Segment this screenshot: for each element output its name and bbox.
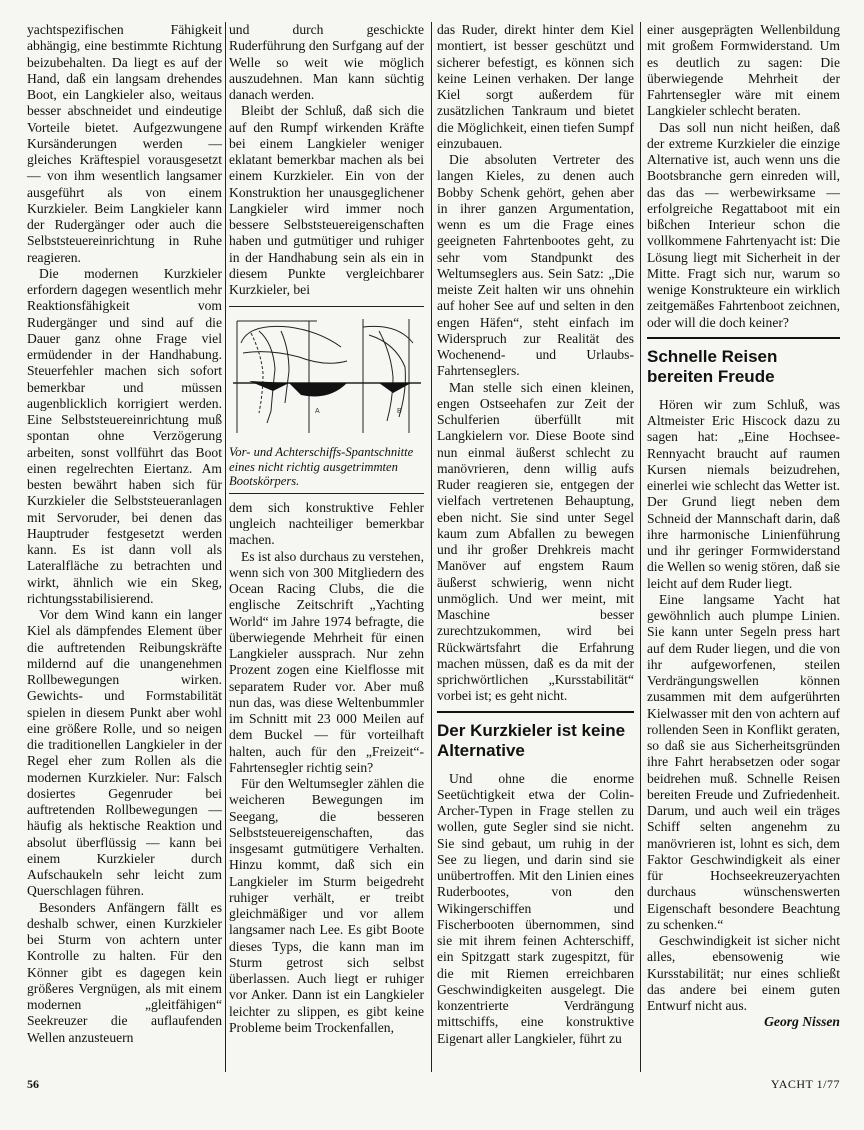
paragraph: Die absoluten Vertreter des langen Kieles, zu denen auch Bobby Schenk gehört, gehen aber in ihrer ganzen Argumentation, wenn es um die Frage eines geeigneten Fahrtenbootes geht, zu sehr vom Standpunkt des Weltumseglers aus. Sein Satz: „Die meiste Zeit halten wir uns ohnehin auf hoher See auf und selten in den engen Häfen“, steht einfach im Widerspruch zur Realität des Wochenend- und Urlaubs-Fahrtenseglers. <box>437 152 634 379</box>
paragraph: Eine langsame Yacht hat gewöhnlich auch plumpe Linien. Sie kann unter Segeln press hart auf dem Ruder liegen, und die von ihr aufgeworfenen, steilen Verdrängungswellen können zusammen mit dem aufgerührten Kielwasser mit den von achtern auf rollenden Seen in Konflikt geraten, so daß sie aus Sicherheitsgründen ihre Fahrt herabsetzen oder sogar beidrehen muß. Schnelle Reisen bereiten Freude und Zufriedenheit. Darum, und auch weil ein träges Schiff selten angenehm zu manövrieren ist, lohnt es sich, dem Faktor Geschwindigkeit als einer für Hochseekreuzeryachten durchaus wünschenswerten Eigenschaft besondere Beachtung zu schenken.“ <box>647 591 840 932</box>
paragraph: yachtspezifischen Fähigkeit abhängig, eine bestimmte Richtung beizubehalten. Da liegt es auf der Hand, daß ein langsam drehendes Boot, ein Langkieler also, weitaus besser abschneidet und eindeutige Vorteile bietet. Aufgezwungene Kursänderungen werden — gleiches Kräftespiel vorausgesetzt — von ihm wesentlich langsamer ausgeführt als von einem Kurzkieler. Beim Langkieler kann der Rudergänger oder auch die Selbststeuereinrichtung in Ruhe reagieren. <box>27 22 222 265</box>
column-4 <box>647 22 840 1031</box>
figure-label-a: A <box>315 408 320 416</box>
column-2 <box>229 22 424 1036</box>
author-byline: Georg Nissen <box>764 1014 840 1030</box>
hull-sections-drawing <box>229 313 424 441</box>
paragraph: dem sich konstruktive Fehler ungleich nachteiliger bemerkbar machen. <box>229 499 424 548</box>
hull-sections-figure <box>229 306 424 494</box>
section-heading: Schnelle Reisen bereiten Freude <box>647 337 840 387</box>
paragraph: Für den Weltumsegler zählen die weicheren Bewegungen im Seegang, die besseren Selbststeuereigenschaften, das insgesamt gutmütigere Verhalten. Hinzu kommt, daß sich ein Langkieler im Sturm beigedreht ruhiger verhält, er treibt gleichmäßiger und vor allem langsamer nach Lee. Es gibt Boote dieses Typs, die kann man im Sturm getrost sich selbst überlassen. Auch liegt er ruhiger vor Anker. Dann ist ein Langkieler leichter zu slippen, es gibt keine Probleme beim Trockenfallen, <box>229 776 424 1035</box>
paragraph: Das soll nun nicht heißen, daß der extreme Kurzkieler die einzige Alternative ist, auch wenn uns die Bootsbranche gern einreden will, das das — werbewirksame — erfolgreiche Regattaboot mit ein bißchen Interieur schon die vollkommene Fahrtenyacht ist: Die Lösung liegt mit Sicherheit in der Mitte. Fragt sich nur, warum so wenige Konstrukteure ein wirklich zeitgemäßes Fahrtenboot zeichnen, oder will die doch keiner? <box>647 119 840 330</box>
column-3 <box>437 22 634 1047</box>
paragraph: Man stelle sich einen kleinen, engen Ostseehafen zur Zeit der Schulferien überfüllt mit Langkielern vor. Diese Boote sind nun einmal äußerst schlecht zu manövrieren, denn willig aufs Ruder reagieren sie, entgegen der vielfach vertretenen Behauptung, eben nicht. Sie sind unter Segel kaum zum Abfallen zu bewegen und ihr großer Drehkreis macht Manöver auf engstem Raum äußerst schwierig, wenn nicht unmöglich. Und wer meint, mit Maschine besser zurechtzukommen, wird bei Rückwärtsfahrt die Erfahrung machen müssen, daß es da mit der sprichwörtlichen „Kursstabilität“ vorbei ist; es geht nicht. <box>437 379 634 704</box>
paragraph: Geschwindigkeit ist sicher nicht alles, ebensowenig wie Kursstabilität; nur eines schließt das andere bei einem guten Entwurf nicht aus. <box>647 933 840 1013</box>
paragraph: einer ausgeprägten Wellenbildung mit großem Formwiderstand. Um es deutlich zu sagen: Die überwiegende Mehrheit der Fahrtensegler wäre mit einem Langkieler schlecht beraten. <box>647 22 840 119</box>
paragraph: das Ruder, direkt hinter dem Kiel montiert, ist besser geschützt und sicherer befestigt, es können sich keine Leinen verhaken. Der lange Kiel sorgt außerdem für zusätzlichen Tankraum und bietet die Möglichkeit, einen tiefen Sumpf einzubauen. <box>437 22 634 151</box>
paragraph: Vor dem Wind kann ein langer Kiel als dämpfendes Element über die auftretenden Reibungskräfte mildernd auf die unangenehmen Rollbewegungen wirken. Gewichts- und Formstabilität spielen in diesem Punkt aber wohl eine größere Rolle, und so neigen die traditionellen Langkieler in der Regel eher zum Rollen als die modernen Kurzkieler. Nur: Falsch dosiertes Gegenruder bei auftretenden Rollbewegungen — häufig als hektische Reaktion und absolut überflüssig — kann bei einem Kurzkieler durch Aufschaukeln sehr leicht zum Querschlagen führen. <box>27 607 222 899</box>
paragraph: Hören wir zum Schluß, was Altmeister Eric Hiscock dazu zu sagen hat: „Eine Hochsee-Rennyacht braucht auf raumen Kursen niemals beizudrehen, einerlei wie schlecht das Wetter ist. Der Grund liegt neben dem Schneid der Mannschaft darin, daß ihre harmonische Linienführung und ihr geringer Formwiderstand die Wellen so wenig stören, daß sie leicht auf dem Ruder liegt. <box>647 396 840 591</box>
column-1 <box>27 22 222 1046</box>
page-number: 56 <box>27 1077 39 1091</box>
magazine-issue: YACHT 1/77 <box>770 1077 840 1091</box>
paragraph: Und ohne die enorme Seetüchtigkeit etwa der Colin-Archer-Typen in Frage stellen zu wollen, gute Segler sind sie nicht. Sie sind gebaut, um ruhig in der See zu liegen, und darin sind sie unübertroffen. Mit den Linien eines Ruderbootes, von den Wikingerschiffen und Fischerbooten übernommen, sind sie mit ihrem feinen Achterschiff, ein Spitzgatt stark zugespitzt, für die mit Riemen erreichbaren Geschwindigkeiten ausgelegt. Die konzentrierte Verdrängung mittschiffs, eine konstruktive Eigenart aller Langkieler, führt zu <box>437 770 634 1046</box>
column-rule <box>640 22 641 1072</box>
paragraph: Die modernen Kurzkieler erfordern dagegen wesentlich mehr Reaktionsfähigkeit vom Rudergänger und sind auf die Dauer ganz ohne Frage viel ermüdender in der Handhabung. Steuerfehler machen sich sofort bemerkbar und müssen augenblicklich korrigiert werden. Eine Selbststeuereinrichtung muß spontan ohne Verzögerung arbeiten, sonst vollführt das Boot einen regelrechten Eiertanz. Am besten bewährt haben sich für Kurzkieler die Selbststeueranlagen mit Servoruder, bei denen das Hauptruder festgesetzt werden kann. Es ist dann voll als Lateralfläche zu betrachten und wirkt, ähnlich wie ein Skeg, richtungsstabilisierend. <box>27 265 222 606</box>
column-rule <box>225 22 226 1072</box>
section-heading: Der Kurzkieler ist keine Alternative <box>437 711 634 761</box>
paragraph: Bleibt der Schluß, daß sich die auf den Rumpf wirkenden Kräfte bei einem Langkieler weniger eklatant bemerkbar machen als bei einem Kurzkieler. Ein von der Konstruktion her unausgeglichener Langkieler wird immer noch bessere Selbststeuereigenschaften haben und gutmütiger und ruhiger in der Handhabung sein als ein in diesem Punkte vergleichbarer Kurzkieler, bei <box>229 103 424 297</box>
figure-caption: Vor- und Achterschiffs-Spantschnitte eines nicht richtig ausgetrimmten Bootskörpers. <box>229 445 414 489</box>
paragraph: Besonders Anfängern fällt es deshalb schwer, einen Kurzkieler bei Sturm von achtern unter Kontrolle zu halten. Für den Könner gibt es dagegen kein größeres Vergnügen, als mit einem modernen „gleitfähigen“ Seekreuzer die auflaufenden Wellen anzusteuern <box>27 899 222 1045</box>
column-rule <box>431 22 432 1072</box>
paragraph: Es ist also durchaus zu verstehen, wenn sich von 300 Mitgliedern des Ocean Racing Clubs, die die englische Zeitschrift „Yachting World“ im Jahre 1974 befragte, die überwiegende Mehrheit für einen Langkieler aussprach. Nur zehn Prozent zogen eine Kielflosse mit separatem Ruder vor. Aber muß nun das, was diese Weltenbummler im Schnitt mit 23 000 Meilen auf dem Buckel — für vorteilhaft halten, auch für den „Freizeit“-Fahrtensegler richtig sein? <box>229 548 424 775</box>
figure-label-b: B <box>397 408 402 416</box>
paragraph: und durch geschickte Ruderführung den Surfgang auf der Welle so weit wie möglich auszudehnen. Man kann süchtig danach werden. <box>229 22 424 102</box>
